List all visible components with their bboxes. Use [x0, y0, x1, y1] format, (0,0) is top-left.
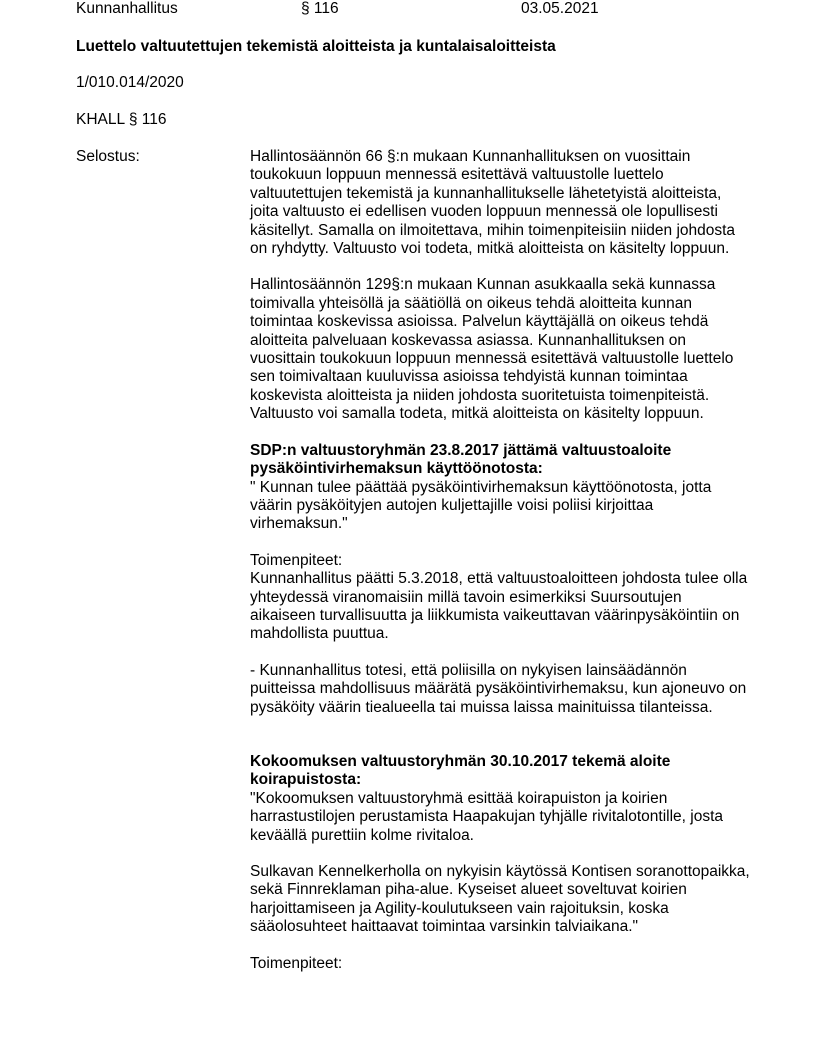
section-reference: KHALL § 116: [76, 111, 167, 128]
initiative-2-actions-label: Toimenpiteet:: [250, 954, 343, 972]
case-number: 1/010.014/2020: [76, 74, 184, 91]
initiative-1-actions: Kunnanhallitus päätti 5.3.2018, että valtuustoaloitteen johdosta tulee olla yhteydessä viranomaisiin millä tavoin esimerkiksi Suursoutujen aikaiseen turvallisuutta ja liikkumista vaikeuttavan väärinpysäköintiin on mahdollista puuttua.: [250, 570, 748, 643]
initiative-2-quote: "Kokoomuksen valtuustoryhmä esittää koirapuiston ja koirien harrastustilojen perustamista Haapakujan tyhjälle rivitalotontille, josta keväällä purettiin kolme rivitaloa.: [250, 789, 723, 844]
initiative-1-actions-2: - Kunnanhallitus totesi, että poliisilla on nykyisen lainsäädännön puitteissa mahdollisuus määrätä pysäköintivirhemaksu, kun ajoneuvo on pysäköity väärin tiealueella tai muissa laissa mainituissa tilanteissa.: [250, 661, 747, 716]
header-date: 03.05.2021: [521, 0, 599, 17]
initiative-1-actions-label: Toimenpiteet:: [250, 551, 343, 569]
initiative-1-quote: " Kunnan tulee päättää pysäköintivirhemaksun käyttöönotosta, jotta väärin pysäköityjen autojen kuljettajille voisi poliisi kirjoittaa virhemaksun.": [250, 478, 712, 533]
page-header: [0, 0, 816, 20]
document-body: [250, 148, 750, 973]
header-section: § 116: [301, 0, 339, 17]
header-body: Kunnanhallitus: [76, 0, 178, 17]
initiative-1-heading: SDP:n valtuustoryhmän 23.8.2017 jättämä valtuustoaloite pysäköintivirhemaksun käyttöönotosta:: [250, 441, 672, 478]
selostus-label: Selostus:: [76, 148, 140, 165]
initiative-2-text: Sulkavan Kennelkerholla on nykyisin käytössä Kontisen soranottopaikka, sekä Finnreklaman piha-alue. Kyseiset alueet soveltuvat koirien harjoittamiseen ja Agility-koulutukseen vain rajoituksin, koska sääolosuhteet haittaavat toimintaa varsinkin talviaikana.": [250, 863, 750, 936]
paragraph-1: Hallintosäännön 66 §:n mukaan Kunnanhallituksen on vuosittain toukokuun loppuun mennessä esitettävä valtuustolle luettelo valtuutettujen tekemistä ja kunnanhallitukselle lähetetyistä aloitteista, joita valtuusto ei edellisen vuoden loppuun mennessä ole lopullisesti käsitellyt. Samalla on ilmoitettava, mihin toimenpiteisiin niiden johdosta on ryhdytty. Valtuusto voi todeta, mitkä aloitteista on käsitelty loppuun.: [250, 148, 736, 258]
paragraph-2: Hallintosäännön 129§:n mukaan Kunnan asukkaalla sekä kunnassa toimivalla yhteisöllä ja säätiöllä on oikeus tehdä aloitteita kunnan toimintaa koskevissa asioissa. Palvelun käyttäjällä on oikeus tehdä aloitteita palveluaan koskevassa asiassa. Kunnanhallituksen on vuosittain toukokuun loppuun mennessä esitettävä valtuustolle luettelo sen toimivaltaan kuuluvissa asioissa tehdyistä kunnan toimintaa koskevista aloitteista ja niiden johdosta suoritetuista toimenpiteistä. Valtuusto voi samalla todeta, mitkä aloitteista on käsitelty loppuun.: [250, 276, 734, 423]
document-title: Luettelo valtuutettujen tekemistä aloitteista ja kuntalaisaloitteista: [76, 38, 556, 55]
initiative-2-heading: Kokoomuksen valtuustoryhmän 30.10.2017 tekemä aloite koirapuistosta:: [250, 752, 671, 789]
